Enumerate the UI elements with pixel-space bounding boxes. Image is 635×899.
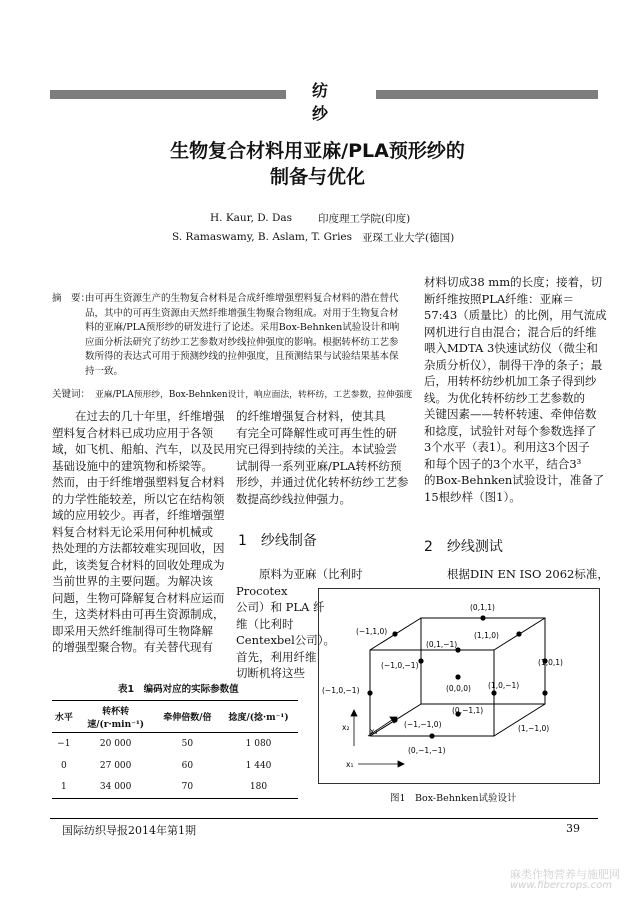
col1-line: 域的应用较少。再者，纤维增强塑 [52,508,225,522]
design-point-label: (1,1,0) [474,631,499,640]
col3-line: 断纤维按照PLA纤维：亚麻＝ [424,291,575,306]
table-cell: 0 [60,760,67,771]
table-cell: 50 [181,738,194,749]
abstract-label: 摘 要： [52,293,91,304]
col3-line: 网机进行自由混合；混合后的纤维 [424,324,597,339]
axis-label-x3: x₃ [370,727,378,736]
section-2-text: 根据DIN EN ISO 2062标准， [424,567,609,581]
col3-line: 关键因素——转杯转速、牵伸倍数 [424,407,597,421]
column-1-text [52,408,242,656]
col1-line: 域，如飞机、船舶、汽车，以及民用 [52,442,236,456]
affiliation-2: 亚琛工业大学(德国) [362,232,455,244]
keywords-label: 关键词： [52,389,91,400]
section-1-title: 1 纱线制备 [238,533,317,549]
design-point [418,658,423,663]
col1-line: 塑料复合材料已成功应用于各领 [52,425,213,440]
watermark-line-2: www.fibercrops.com [510,880,612,891]
col2-line: 有完全可降解性或可再生性的研 [236,425,397,440]
design-point [455,674,460,679]
table-cell: 34 000 [99,782,132,793]
header-bar-left [50,90,286,99]
footer-page-number: 39 [566,822,580,835]
design-point [491,690,496,695]
table-header-cell: 水平 [54,713,73,723]
sec1-line: 原料为亚麻（比利时 Procotex [236,567,363,598]
footer-journal: 国际纺织导报2014年第1期 [62,824,196,837]
design-point [392,717,397,722]
design-point-label: (0,1,1) [470,603,495,612]
title-line-1: 生物复合材料用亚麻/PLA预形纱的 [170,140,465,162]
table-caption: 表1 编码对应的实际参数值 [118,684,239,695]
table-row [52,755,298,777]
design-point-label: (−1,0,−1) [381,661,419,670]
table-cell: 20 000 [99,738,132,749]
header-bar-right [376,90,598,99]
design-points [322,603,563,755]
sec1-line: 公司）和 PLA 纤 [236,600,325,614]
col2-line: 形纱，并通过优化转杯纺纱工艺参 [236,475,409,489]
col3-line: 和捻度，试验针对每个参数选择了 [424,423,597,438]
col3-line: 15根纱样（图1）。 [424,489,521,504]
design-point [367,690,372,695]
col3-line: 和每个因子的3个水平，结合3³ [424,456,582,471]
abstract-line: 持一致。 [85,365,124,377]
col2-line: 数提高纱线拉伸强力。 [236,491,351,506]
col3-line: 的Box-Behnken试验设计，准备了 [424,473,605,487]
col3-line: 喂入MDTA 3快速试纺仪（微尘和 [424,341,598,355]
table-row [52,777,298,799]
design-point-label: (−1,1,0) [356,627,388,636]
col2-line: 试制得一系列亚麻/PLA转杯纺预 [236,458,402,473]
col2-line: 究已得到持续的关注。本试验尝 [236,442,397,456]
figure-caption: 图1 Box-Behnken试验设计 [390,793,517,804]
col1-line: 热处理的方法都较难实现回收，因 [52,541,225,555]
col3-line: 杂质分析仪），制得干净的条子；最 [424,357,603,372]
keywords-text: 亚麻/PLA预形纱，Box-Behnken设计，响应面法，转杯纺，工艺参数，拉伸强度 [95,390,413,400]
table-cell: −1 [57,738,71,749]
table-cell: 60 [181,760,194,771]
col1-line: 此，该类复合材料的回收处理成为 [52,557,225,572]
abstract-body [85,292,415,379]
col3-line: 57:43（质量比）的比例，用气流成 [424,308,607,322]
affiliation-1: 印度理工学院(印度) [318,213,411,225]
design-point [392,631,397,636]
abstract-line: 料的亚麻/PLA预形纱的研发进行了论述。采用Box-Behnken试验设计和响 [85,322,400,333]
table-cell: 1 440 [245,760,272,771]
design-point [429,733,434,738]
sec1-line: 切断机将这些 [236,666,305,680]
col1-line: 当前世界的主要问题。为解决该 [52,574,213,588]
abstract-line: 应面分析法研究了纺纱工艺参数对纱线拉伸强度的影响。根据转杯纺工艺参 [85,336,399,348]
box-behnken-figure [318,588,600,784]
parameter-table [52,700,298,799]
authors-line-1: H. Kaur, D. Das [210,212,293,224]
table-cell: 180 [249,782,268,793]
sec1-line: 首先，利用纤维 [236,649,317,664]
design-point-label: (0,−1,−1) [408,746,446,755]
col1-line: 的力学性能较差，所以它在结构领 [52,491,225,506]
table-cell: 70 [181,782,194,793]
col1-line: 问题，生物可降解复合材料应运而 [52,590,225,605]
table-header-cell: 转杯转速/(r·min⁻¹) [87,706,145,730]
col1-line: 料复合材料无论采用何种机械或 [52,524,213,539]
col1-line: 在过去的几十年里，纤维增强 [52,409,225,423]
table-cell: 1 080 [245,738,272,749]
title-line-2: 制备与优化 [269,166,365,188]
table-header-cell: 捻度/(捻·m⁻¹) [228,713,289,723]
design-point-label: (−1,0,−1) [322,686,360,695]
col3-line: 材料切成38 mm的长度；接着，切 [424,275,603,289]
design-point-label: (0,1,−1) [426,640,458,649]
col3-line: 3个水平（表1）。利用这3个因子 [424,440,590,454]
column-2-text [236,408,416,507]
column-3-text [424,274,614,505]
watermark-line-1: 麻类作物营养与施肥网 [510,868,620,881]
design-point-label: (0,0,0) [446,684,471,693]
abstract-line: 数所得的表达式可用于预测纱线的拉伸强度，且预测结果与试验结果基本保 [85,351,399,362]
col1-line: 生，这类材料由可再生资源制成， [52,607,225,621]
design-point-label: (1,0,−1) [488,681,520,690]
table-cell: 27 000 [99,760,132,771]
col1-line: 基础设施中的建筑物和桥梁等。 [52,458,213,473]
table-header-cell: 牵伸倍数/倍 [163,713,212,723]
design-point-label: (1,−1,0) [518,724,550,733]
sec1-line: 维（比利时 [236,616,294,631]
design-point-label: (1,0,1) [538,658,563,667]
abstract-line: 由可再生资源生产的生物复合材料是合成纤维增强塑料复合材料的潜在替代 [85,293,399,304]
section-header: 纺 纱 [286,78,376,124]
abstract-line: 品，其中的可再生资源由天然纤维增强生物聚合物组成。对用于生物复合材 [85,307,399,319]
col3-line: 线。为优化转杯纺纱工艺参数的 [424,390,585,405]
design-point [542,690,547,695]
authors-line-2: S. Ramaswamy, B. Aslam, T. Gries [172,231,353,243]
design-point-label: (−1,−1,0) [404,720,442,729]
axis-label-x2: x₂ [342,723,350,732]
design-point-label: (0,−1,1) [452,706,484,715]
col1-line: 的增强型聚合物。有关替代现有 [52,640,213,654]
design-point [480,615,485,620]
table-row [52,733,298,755]
col2-line: 的纤维增强复合材料，使其具 [236,409,386,423]
design-point [516,631,521,636]
col1-line: 然而，由于纤维增强塑料复合材料 [52,475,225,489]
footer-rule [50,818,598,819]
axis-label-x1: x₁ [346,760,354,769]
table-cell: 1 [60,782,67,793]
section-2-title: 2 纱线测试 [424,539,503,555]
col1-line: 即采用天然纤维制得可生物降解 [52,623,213,638]
sec1-line: Centexbel公司）。 [236,633,336,647]
col3-line: 后，用转杯纺纱机加工条子得到纱 [424,374,597,388]
